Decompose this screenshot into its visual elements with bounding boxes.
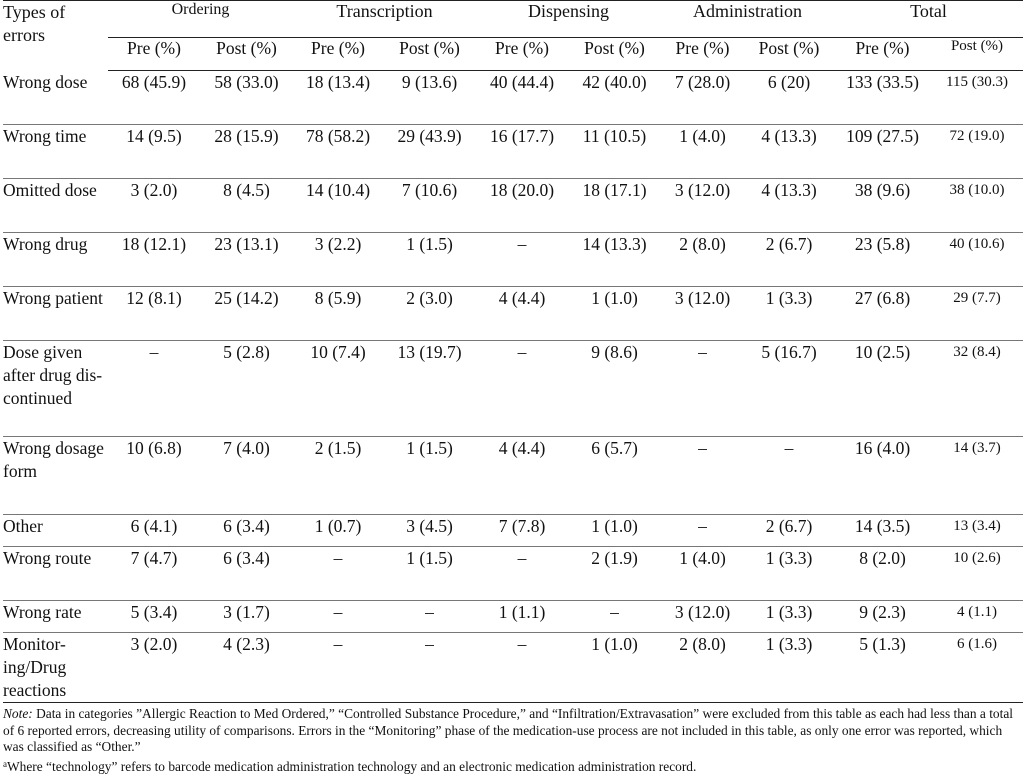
subheader-cell: Post (%) (383, 38, 476, 71)
table-cell: 4 (13.3) (761, 180, 817, 200)
table-cell: 1 (0.7) (314, 516, 362, 536)
table-notes (3, 706, 1021, 775)
row-label: Other (3, 516, 43, 536)
table-cell: 6 (3.4) (223, 516, 270, 536)
table-cell: 18 (20.0) (489, 180, 555, 200)
table-cell: 2 (6.7) (765, 234, 813, 254)
row-label: Wrong dosage form (3, 438, 104, 481)
row-label: Wrong route (3, 548, 92, 568)
group-administration: Administration (661, 1, 834, 38)
table-cell: 7 (4.7) (130, 548, 178, 568)
table-cell: 2 (1.5) (314, 438, 362, 458)
table-cell: 14 (10.4) (305, 180, 371, 200)
table-cell: 8 (4.5) (223, 180, 270, 200)
table-cell: 1 (1.5) (406, 438, 453, 458)
table-row (3, 437, 1023, 515)
table-cell: 1 (1.0) (591, 516, 638, 536)
note-text: Data in categories ”Allergic Reaction to Med Ordered,” “Controlled Substance Procedure,” and “Infiltration/Extravasation” were excluded from this table as each had less than a total of 6 reported errors, decreasing utility of comparisons. Errors in the “Monitoring” phase of the medication-use process are not included in this table, as only one error was reported, which was classified as “Other.” (3, 706, 1013, 754)
table-cell: 1 (3.3) (765, 288, 813, 308)
table-cell: 6 (1.6) (957, 636, 998, 652)
table-header (3, 1, 1023, 71)
table-cell: 1 (1.0) (591, 288, 638, 308)
table-cell: 6 (3.4) (223, 548, 270, 568)
table-cell: 1 (3.3) (765, 602, 813, 622)
table-cell: 58 (33.0) (214, 72, 279, 92)
table-cell: 18 (17.1) (582, 180, 647, 200)
table-cell: 2 (8.0) (679, 634, 726, 654)
note-paragraph (3, 706, 1021, 756)
row-label: Wrong rate (3, 602, 82, 622)
table-cell: 23 (13.1) (214, 234, 279, 254)
row-label: Dose given after drug dis-continued (3, 342, 103, 408)
table-cell: 40 (10.6) (949, 236, 1005, 252)
table-cell: 10 (2.5) (854, 342, 911, 362)
table-cell: 1 (4.0) (679, 126, 726, 146)
table-cell: – (698, 438, 707, 458)
group-ordering: Ordering (108, 1, 293, 38)
table-cell: – (425, 634, 434, 654)
table-cell: 4 (13.3) (761, 126, 817, 146)
table-cell: 9 (13.6) (401, 72, 458, 92)
table-cell: 23 (5.8) (854, 234, 911, 254)
table-cell: 11 (10.5) (582, 126, 647, 146)
table-cell: 25 (14.2) (214, 288, 279, 308)
subheader-cell: Pre (%) (108, 38, 200, 71)
table-row (3, 601, 1023, 633)
table-row (3, 515, 1023, 547)
table-cell: 14 (9.5) (126, 126, 182, 146)
table-row (3, 179, 1023, 233)
table-cell: 27 (6.8) (854, 288, 911, 308)
medication-errors-table (3, 0, 1023, 703)
table-cell: 13 (19.7) (397, 342, 462, 362)
table-cell: 29 (7.7) (953, 290, 1001, 306)
table-cell: 1 (3.3) (765, 548, 813, 568)
table-cell: 29 (43.9) (397, 126, 462, 146)
table-row (3, 633, 1023, 703)
table-cell: 9 (2.3) (859, 602, 906, 622)
group-dispensing: Dispensing (476, 1, 661, 38)
table-row (3, 547, 1023, 601)
table-cell: 42 (40.0) (582, 72, 647, 92)
subheader-cell: Pre (%) (834, 38, 931, 71)
table-cell: 133 (33.5) (846, 72, 919, 92)
table-cell: 10 (6.8) (126, 438, 182, 458)
table-cell: 6 (5.7) (591, 438, 638, 458)
table-cell: 18 (12.1) (121, 234, 187, 254)
table-cell: 3 (4.5) (406, 516, 453, 536)
table-cell: 38 (9.6) (854, 180, 911, 200)
table-cell: 12 (8.1) (126, 288, 182, 308)
table-cell: – (333, 548, 343, 568)
table-cell: 3 (2.0) (130, 634, 178, 654)
table-cell: 1 (1.0) (591, 634, 638, 654)
table-cell: 5 (3.4) (130, 602, 178, 622)
table-cell: 1 (4.0) (679, 548, 726, 568)
types-of-errors-header: Types of errors (3, 1, 108, 71)
table-cell: 16 (4.0) (854, 438, 911, 458)
group-transcription: Transcription (293, 1, 476, 38)
table-cell: 3 (2.0) (130, 180, 178, 200)
table-cell: 6 (4.1) (130, 516, 178, 536)
table-cell: 8 (2.0) (859, 548, 906, 568)
table-cell: 18 (13.4) (305, 72, 371, 92)
row-label: Wrong patient (3, 288, 103, 308)
table-cell: – (149, 342, 159, 362)
table-cell: – (517, 634, 527, 654)
row-label: Monitor-ing/Drug reactions (3, 634, 67, 700)
table-cell: 4 (4.4) (498, 438, 546, 458)
table-cell: 2 (8.0) (679, 234, 726, 254)
table-cell: 9 (8.6) (591, 342, 638, 362)
table-cell: 1 (1.5) (406, 548, 453, 568)
table-cell: 78 (58.2) (305, 126, 371, 146)
table-cell: 115 (30.3) (946, 74, 1008, 90)
header-row-groups (3, 1, 1023, 38)
subheader-cell: Pre (%) (476, 38, 568, 71)
table-cell: – (610, 602, 619, 622)
subheader-cell: Post (%) (568, 38, 661, 71)
table-body (3, 71, 1023, 703)
table-cell: 72 (19.0) (949, 128, 1005, 144)
table-cell: 3 (2.2) (314, 234, 362, 254)
subheader-cell: Pre (%) (661, 38, 744, 71)
table-cell: 14 (3.7) (953, 440, 1001, 456)
table-cell: 68 (45.9) (121, 72, 187, 92)
table-cell: 2 (1.9) (591, 548, 638, 568)
table-cell: – (784, 438, 794, 458)
table-cell: – (517, 548, 527, 568)
row-label: Wrong dose (3, 71, 88, 92)
table-cell: – (698, 516, 707, 536)
table-cell: 40 (44.4) (489, 72, 555, 92)
table-cell: 38 (10.0) (949, 182, 1005, 198)
table-cell: 6 (20) (767, 72, 811, 92)
table-cell: – (333, 634, 343, 654)
table-cell: 2 (6.7) (765, 516, 813, 536)
table-cell: 32 (8.4) (953, 344, 1001, 360)
note-label: Note: (3, 706, 33, 721)
table-cell: 10 (7.4) (310, 342, 366, 362)
table-cell: 1 (1.1) (498, 602, 546, 622)
table-cell: 7 (4.0) (223, 438, 270, 458)
table-cell: 3 (1.7) (223, 602, 270, 622)
table-cell: 14 (13.3) (582, 234, 647, 254)
table-row (3, 287, 1023, 341)
table-cell: 5 (2.8) (223, 342, 270, 362)
table-cell: 7 (10.6) (401, 180, 458, 200)
table-cell: 3 (12.0) (674, 180, 731, 200)
subheader-cell: Post (%) (931, 38, 1023, 71)
row-label: Wrong time (3, 126, 87, 146)
subheader-cell: Pre (%) (293, 38, 383, 71)
table-cell: 2 (3.0) (406, 288, 453, 308)
table-cell: – (333, 602, 343, 622)
table-cell: 4 (2.3) (223, 634, 270, 654)
group-total: Total (834, 1, 1023, 38)
table-cell: 5 (16.7) (761, 342, 817, 362)
row-label: Wrong drug (3, 234, 88, 254)
table-cell: – (698, 342, 707, 362)
table-cell: 3 (12.0) (674, 288, 731, 308)
table-cell: 7 (28.0) (674, 72, 731, 92)
table-cell: 13 (3.4) (953, 518, 1001, 534)
table-row (3, 71, 1023, 125)
table-row (3, 125, 1023, 179)
table-cell: 5 (1.3) (859, 634, 906, 654)
table-cell: 4 (4.4) (498, 288, 546, 308)
footnote-mark: a (3, 758, 7, 769)
table-cell: 3 (12.0) (674, 602, 731, 622)
footnote-paragraph (3, 756, 1021, 776)
table-row (3, 341, 1023, 437)
subheader-cell: Post (%) (744, 38, 834, 71)
table-cell: 1 (3.3) (765, 634, 813, 654)
table-cell: – (425, 602, 434, 622)
table-cell: 7 (7.8) (498, 516, 546, 536)
header-row-sub (3, 38, 1023, 71)
table-row (3, 233, 1023, 287)
table-cell: 14 (3.5) (854, 516, 911, 536)
footnote-text: Where “technology” refers to barcode medication administration technology and an electronic medication administration record. (7, 758, 697, 774)
table-cell: 1 (1.5) (406, 234, 453, 254)
row-label: Omitted dose (3, 180, 97, 200)
table-cell: 28 (15.9) (214, 126, 279, 146)
table-cell: 10 (2.6) (953, 550, 1001, 566)
table-cell: 109 (27.5) (846, 126, 919, 146)
table-cell: – (517, 234, 527, 254)
table-cell: 16 (17.7) (489, 126, 555, 146)
table-cell: – (517, 342, 527, 362)
table-cell: 4 (1.1) (957, 604, 998, 620)
table-cell: 8 (5.9) (314, 288, 362, 308)
subheader-cell: Post (%) (200, 38, 293, 71)
